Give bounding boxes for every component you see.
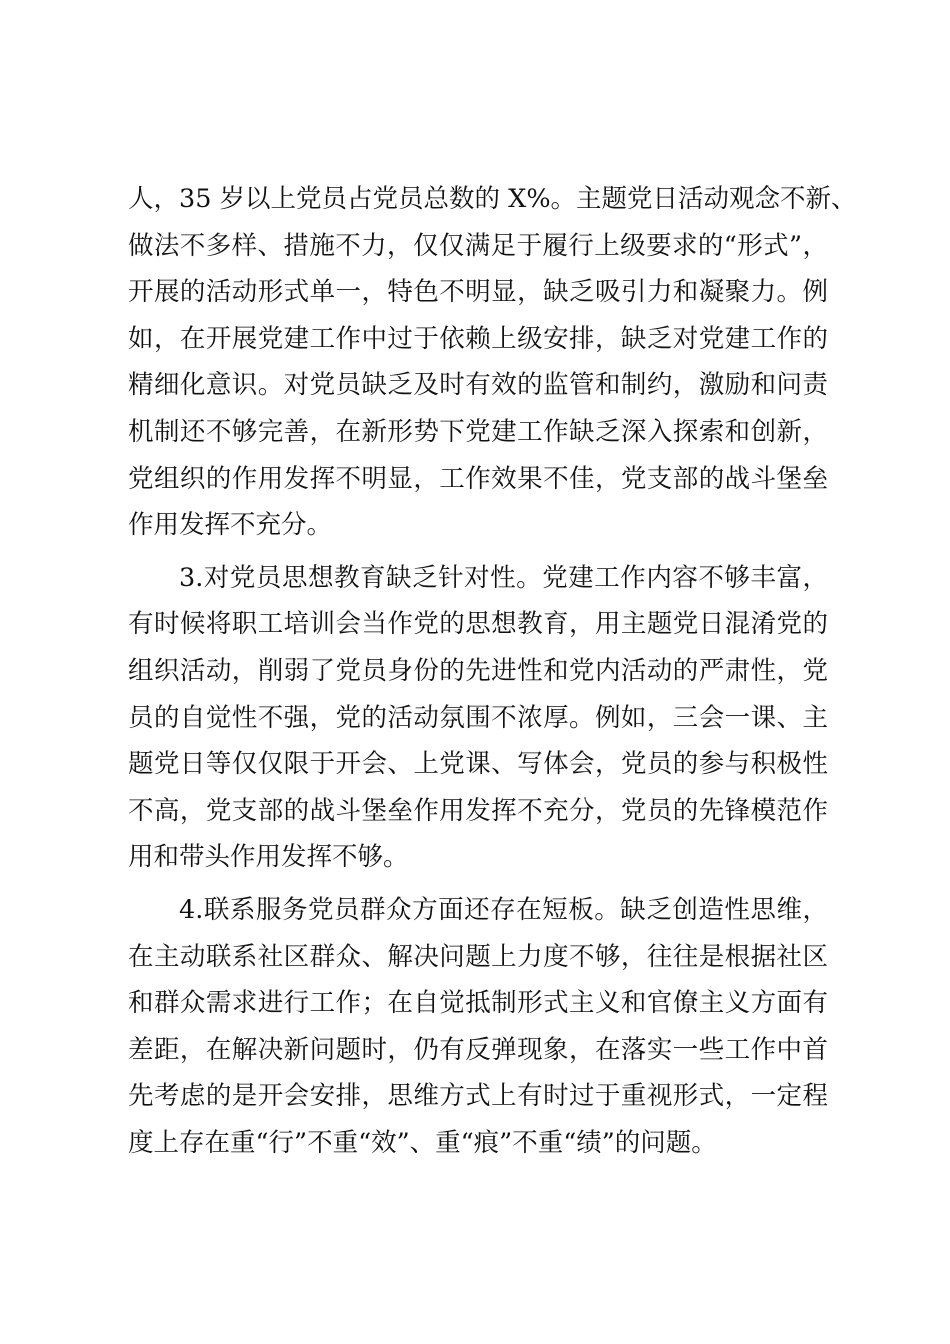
text-line: 开展的活动形式单一，特色不明显，缺乏吸引力和凝聚力。例 [128,277,828,308]
text-line: 党组织的作用发挥不明显，工作效果不佳，党支部的战斗堡垒 [128,463,828,494]
text-line: 如，在开展党建工作中过于依赖上级安排，缺乏对党建工作的 [128,323,828,354]
text-line: 有时候将职工培训会当作党的思想教育，用主题党日混淆党的 [128,609,828,640]
paragraph-serving-the-masses [128,887,828,1167]
text-line: 3.对党员思想教育缺乏针对性。党建工作内容不够丰富， [179,562,828,593]
text-line: 组织活动，削弱了党员身份的先进性和党内活动的严肃性，党 [128,655,828,686]
text-line: 先考虑的是开会安排，思维方式上有时过于重视形式，一定程 [128,1081,828,1112]
text-line: 员的自觉性不强，党的活动氛围不浓厚。例如，三会一课、主 [128,702,828,733]
text-line: 题党日等仅仅限于开会、上党课、写体会，党员的参与积极性 [128,749,828,780]
text-line: 和群众需求进行工作；在自觉抵制形式主义和官僚主义方面有 [128,988,828,1019]
text-line: 在主动联系社区群众、解决问题上力度不够，往往是根据社区 [128,941,828,972]
text-line: 机制还不够完善，在新形势下党建工作缺乏深入探索和创新， [128,416,828,447]
paragraph-ideological-education [128,555,828,881]
text-line: 4.联系服务党员群众方面还存在短板。缺乏创造性思维， [179,894,828,925]
text-line: 度上存在重“行”不重“效”、重“痕”不重“绩”的问题。 [128,1127,717,1158]
text-line: 精细化意识。对党员缺乏及时有效的监管和制约，激励和问责 [128,370,828,401]
paragraph-party-member-stats [128,176,857,549]
text-line: 不高，党支部的战斗堡垒作用发挥不充分，党员的先锋模范作 [128,795,828,826]
text-line: 做法不多样、措施不力，仅仅满足于履行上级要求的“形式”， [128,230,828,261]
document-body [128,176,857,1166]
text-line: 人，35 岁以上党员占党员总数的 X%。主题党日活动观念不新、 [128,184,857,214]
text-line: 作用发挥不充分。 [128,510,333,541]
text-line: 用和带头作用发挥不够。 [128,842,409,873]
text-line: 差距，在解决新问题时，仍有反弹现象，在落实一些工作中首 [128,1034,828,1065]
